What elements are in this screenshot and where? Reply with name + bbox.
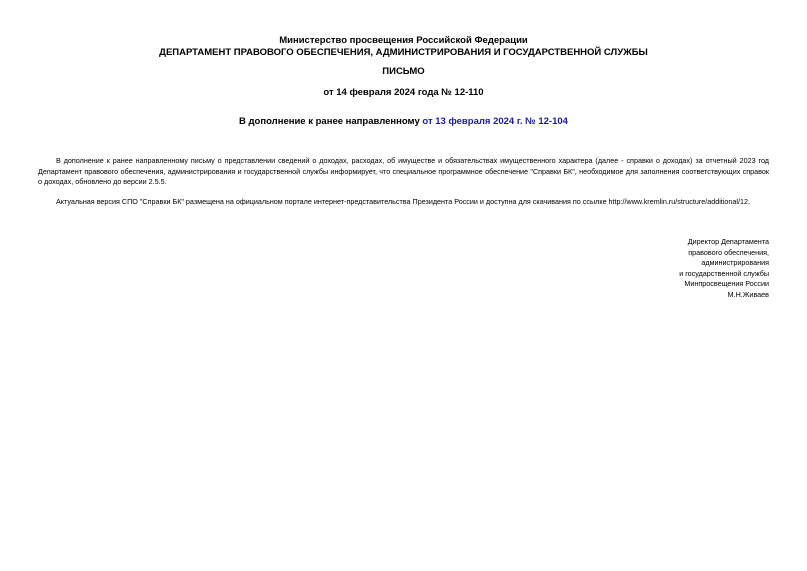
signature-line-4: и государственной службы [679,268,769,278]
document-date-number: от 14 февраля 2024 года № 12-110 [323,87,484,98]
ministry-name: Министерство просвещения Российской Федерации [279,35,528,46]
department-name: ДЕПАРТАМЕНТ ПРАВОВОГО ОБЕСПЕЧЕНИЯ, АДМИНИСТРИРОВАНИЯ И ГОСУДАРСТВЕННОЙ СЛУЖБЫ [159,47,648,58]
signature-block [679,237,769,300]
signature-line-2: правового обеспечения, [688,247,769,257]
signatory-name: М.Н.Живаев [727,289,769,299]
body-paragraph-1 [38,156,769,188]
supplement-prefix: В дополнение к ранее направленному [239,116,423,127]
signature-line-5: Минпросвещения России [684,279,769,288]
paragraph-1-text: В дополнение к ранее направленному письму о представлении сведений о доходах, расходах, об имуществе и обязательствах имущественного характера (далее - справки о доходах) за отчетный 2023 год Департамент правового обеспечения, администрирования и государственной службы информирует, что специальное программное обеспечение "Справки БК", необходимое для заполнения соответствующих справок о доходах, обновлено до версии 2.5.5. [38,156,769,186]
supplement-heading [0,116,807,128]
document-type: ПИСЬМО [382,66,425,77]
document-header [0,35,807,59]
signature-line-3: администрирования [701,258,769,267]
body-paragraph-2 [38,197,769,208]
signature-line-1: Директор Департамента [687,237,769,246]
referenced-letter-link[interactable]: от 13 февраля 2024 г. № 12-104 [422,116,568,127]
paragraph-2-text: Актуальная версия СПО "Справки БК" размещена на официальном портале интернет-представительства Президента России и доступна для скачивания по ссылке http://www.kremlin.ru/structure/additional/12. [56,197,750,206]
